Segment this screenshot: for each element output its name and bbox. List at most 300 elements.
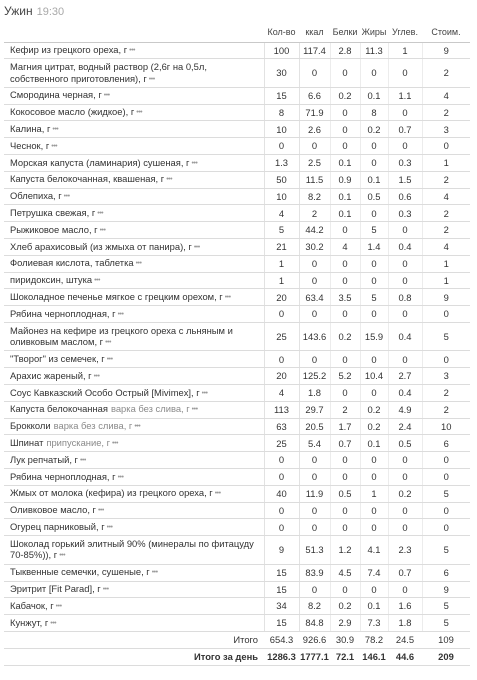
table-row[interactable] — [4, 435, 470, 452]
table-row[interactable] — [4, 564, 470, 581]
food-name-cell[interactable] — [4, 536, 264, 565]
kcal-cell: 44.2 — [299, 222, 330, 239]
qty-cell[interactable]: 0 — [264, 306, 299, 323]
kcal-cell: 0 — [299, 138, 330, 155]
cost-cell: 0 — [422, 452, 470, 469]
qty-cell[interactable]: 8 — [264, 104, 299, 121]
qty-cell[interactable]: 10 — [264, 121, 299, 138]
protein-cell: 4.5 — [330, 564, 360, 581]
protein-cell: 2.8 — [330, 42, 360, 59]
qty-cell[interactable]: 15 — [264, 581, 299, 598]
food-name-cell[interactable] — [4, 188, 264, 205]
table-row[interactable] — [4, 615, 470, 632]
carbs-cell: 0.6 — [388, 188, 422, 205]
carbs-cell: 0 — [388, 452, 422, 469]
fat-cell: 1.4 — [360, 238, 388, 255]
table-row[interactable] — [4, 351, 470, 368]
kcal-cell: 5.4 — [299, 435, 330, 452]
fat-cell: 0.2 — [360, 418, 388, 435]
food-name-cell[interactable] — [4, 171, 264, 188]
table-row[interactable] — [4, 104, 470, 121]
more-options-icon[interactable]: ••• — [97, 507, 104, 515]
cost-cell: 1 — [422, 255, 470, 272]
more-options-icon[interactable]: ••• — [129, 47, 135, 55]
fat-cell: 5 — [360, 222, 388, 239]
cost-cell: 4 — [422, 87, 470, 104]
table-row[interactable] — [4, 306, 470, 323]
protein-cell: 0 — [330, 581, 360, 598]
food-name[interactable]: Огурец парниковый, г — [10, 521, 105, 533]
food-name[interactable]: Брокколи — [10, 420, 51, 432]
fat-cell: 0 — [360, 59, 388, 88]
protein-cell: 2 — [330, 401, 360, 418]
food-name[interactable]: Оливковое масло, г — [10, 504, 96, 516]
fat-cell: 0.2 — [360, 121, 388, 138]
kcal-cell: 0 — [299, 272, 330, 289]
more-options-icon[interactable]: ••• — [79, 456, 86, 464]
total-cost: 109 — [422, 631, 470, 648]
carbs-cell: 1 — [388, 42, 422, 59]
qty-cell[interactable]: 9 — [264, 536, 299, 565]
more-options-icon[interactable]: ••• — [224, 294, 231, 301]
food-name-cell[interactable] — [4, 272, 264, 289]
table-header-row — [4, 22, 470, 42]
cost-cell: 1 — [422, 272, 470, 289]
table-row[interactable] — [4, 452, 470, 469]
qty-cell[interactable]: 15 — [264, 615, 299, 632]
food-name-cell[interactable] — [4, 598, 264, 615]
food-name-cell[interactable] — [4, 306, 264, 323]
qty-cell[interactable]: 21 — [264, 238, 299, 255]
food-name[interactable]: Шоколадное печенье мягкое с грецким орехом, г — [10, 291, 223, 302]
cost-cell: 0 — [422, 519, 470, 536]
protein-cell: 0.2 — [330, 87, 360, 104]
fat-cell: 0.2 — [360, 401, 388, 418]
more-options-icon[interactable]: ••• — [50, 619, 57, 627]
protein-cell: 0 — [330, 385, 360, 402]
food-name-cell[interactable] — [4, 581, 264, 598]
food-name[interactable]: Петрушка свежая, г — [10, 207, 96, 219]
qty-cell[interactable]: 4 — [264, 385, 299, 402]
more-options-icon[interactable]: ••• — [191, 406, 198, 414]
total-carbs: 24.5 — [388, 631, 422, 648]
kcal-cell: 0 — [299, 59, 330, 88]
kcal-cell: 84.8 — [299, 615, 330, 632]
food-name-cell[interactable] — [4, 42, 264, 59]
table-row[interactable] — [4, 502, 470, 519]
kcal-cell: 11.9 — [299, 485, 330, 502]
protein-cell: 0 — [330, 121, 360, 138]
more-options-icon[interactable]: ••• — [51, 142, 58, 150]
carbs-cell: 0.8 — [388, 289, 422, 306]
kcal-cell: 71.9 — [299, 104, 330, 121]
total-label: Итого за день — [4, 648, 264, 665]
food-name-cell[interactable] — [4, 485, 264, 502]
qty-cell[interactable]: 10 — [264, 188, 299, 205]
food-name[interactable]: Облепиха, г — [10, 190, 62, 202]
carbs-cell: 1.8 — [388, 615, 422, 632]
protein-cell: 0 — [330, 272, 360, 289]
more-options-icon[interactable]: ••• — [63, 193, 70, 201]
food-name-cell[interactable] — [4, 154, 264, 171]
qty-cell[interactable]: 0 — [264, 502, 299, 519]
fat-cell: 4.1 — [360, 536, 388, 565]
total-protein: 72.1 — [330, 648, 360, 665]
table-row[interactable] — [4, 485, 470, 502]
food-name[interactable]: Шоколад горький элитный 90% (минералы по фитацуду 70-85%)), г — [10, 537, 254, 561]
table-row[interactable] — [4, 121, 470, 138]
table-row[interactable] — [4, 519, 470, 536]
more-options-icon[interactable]: ••• — [99, 226, 106, 234]
carbs-cell: 1.5 — [388, 171, 422, 188]
table-row[interactable] — [4, 385, 470, 402]
qty-cell[interactable]: 1 — [264, 255, 299, 272]
table-row[interactable] — [4, 138, 470, 155]
protein-cell: 1.2 — [330, 536, 360, 565]
carbs-cell: 1.1 — [388, 87, 422, 104]
fat-cell: 0 — [360, 306, 388, 323]
protein-cell: 0.2 — [330, 598, 360, 615]
cost-cell: 3 — [422, 368, 470, 385]
qty-cell[interactable]: 0 — [264, 452, 299, 469]
more-options-icon[interactable]: ••• — [52, 126, 59, 134]
food-name[interactable]: Чеснок, г — [10, 139, 50, 151]
meal-title: Ужин — [4, 4, 33, 18]
more-options-icon[interactable]: ••• — [136, 109, 143, 117]
food-name-cell[interactable] — [4, 59, 264, 88]
col-header-cost[interactable]: Стоим. — [422, 22, 470, 42]
fat-cell: 5 — [360, 289, 388, 306]
table-row[interactable] — [4, 42, 470, 59]
table-row[interactable] — [4, 418, 470, 435]
protein-cell: 0 — [330, 59, 360, 88]
food-name[interactable]: Кабачок, г — [10, 599, 54, 611]
protein-cell: 0 — [330, 104, 360, 121]
cooking-method-note: варка без слива, г — [110, 403, 190, 415]
food-name[interactable]: Калина, г — [10, 123, 51, 135]
carbs-cell: 0 — [388, 104, 422, 121]
cost-cell: 0 — [422, 138, 470, 155]
kcal-cell: 30.2 — [299, 238, 330, 255]
food-name-cell[interactable] — [4, 615, 264, 632]
food-name[interactable]: Жмых от молока (кефира) из грецкого ореха, г — [10, 487, 213, 499]
fat-cell: 0 — [360, 385, 388, 402]
fat-cell: 0 — [360, 272, 388, 289]
qty-cell[interactable]: 113 — [264, 401, 299, 418]
meal-total-row — [4, 631, 470, 648]
cost-cell: 9 — [422, 289, 470, 306]
cost-cell: 1 — [422, 154, 470, 171]
col-header-name — [4, 22, 264, 42]
food-name-cell[interactable] — [4, 385, 264, 402]
protein-cell: 1.7 — [330, 418, 360, 435]
food-name[interactable]: Арахис жареный, г — [10, 369, 92, 381]
qty-cell[interactable]: 1 — [264, 272, 299, 289]
protein-cell: 5.2 — [330, 368, 360, 385]
fat-cell: 0 — [360, 205, 388, 222]
more-options-icon[interactable]: ••• — [97, 210, 104, 218]
cost-cell: 2 — [422, 401, 470, 418]
food-name-cell[interactable] — [4, 222, 264, 239]
cost-cell: 0 — [422, 351, 470, 368]
food-name[interactable]: Соус Кавказский Особо Острый [Mivimex], г — [10, 386, 200, 398]
kcal-cell: 0 — [299, 255, 330, 272]
protein-cell: 0 — [330, 502, 360, 519]
food-name-cell[interactable] — [4, 401, 264, 418]
more-options-icon[interactable]: ••• — [93, 372, 100, 380]
kcal-cell: 83.9 — [299, 564, 330, 581]
cost-cell: 9 — [422, 42, 470, 59]
food-name[interactable]: пиридоксин, штука — [10, 274, 93, 286]
table-row[interactable] — [4, 87, 470, 104]
qty-cell[interactable]: 0 — [264, 469, 299, 486]
table-row[interactable] — [4, 272, 470, 289]
qty-cell[interactable]: 0 — [264, 351, 299, 368]
food-name-cell[interactable] — [4, 469, 264, 486]
fat-cell: 7.3 — [360, 615, 388, 632]
food-name[interactable]: Рябина черноплодная, г — [10, 470, 116, 482]
table-row[interactable] — [4, 188, 470, 205]
table-row[interactable] — [4, 154, 470, 171]
table-row[interactable] — [4, 401, 470, 418]
food-name[interactable]: Майонез на кефире из грецкого ореха с льняным и оливковым маслом, г — [10, 324, 233, 348]
kcal-cell: 0 — [299, 351, 330, 368]
kcal-cell: 0 — [299, 452, 330, 469]
protein-cell: 0 — [330, 306, 360, 323]
kcal-cell: 0 — [299, 502, 330, 519]
kcal-cell: 29.7 — [299, 401, 330, 418]
cost-cell: 9 — [422, 581, 470, 598]
food-name-cell[interactable] — [4, 121, 264, 138]
food-name[interactable]: Шпинат — [10, 437, 44, 449]
col-header-carbs[interactable]: Углев. — [388, 22, 422, 42]
table-row[interactable] — [4, 322, 470, 351]
carbs-cell: 0.7 — [388, 564, 422, 581]
more-options-icon[interactable]: ••• — [191, 159, 198, 167]
cost-cell: 0 — [422, 502, 470, 519]
food-name-cell[interactable] — [4, 502, 264, 519]
qty-cell[interactable]: 40 — [264, 485, 299, 502]
kcal-cell: 8.2 — [299, 598, 330, 615]
carbs-cell: 0 — [388, 351, 422, 368]
col-header-fat[interactable]: Жиры — [360, 22, 388, 42]
total-protein: 30.9 — [330, 631, 360, 648]
qty-cell[interactable]: 34 — [264, 598, 299, 615]
qty-cell[interactable]: 0 — [264, 519, 299, 536]
more-options-icon[interactable]: ••• — [59, 552, 66, 560]
carbs-cell: 0 — [388, 222, 422, 239]
protein-cell: 0 — [330, 255, 360, 272]
qty-cell[interactable]: 4 — [264, 205, 299, 222]
fat-cell: 0 — [360, 519, 388, 536]
more-options-icon[interactable]: ••• — [151, 569, 158, 577]
fat-cell: 0 — [360, 581, 388, 598]
carbs-cell: 0 — [388, 138, 422, 155]
table-row[interactable] — [4, 368, 470, 385]
food-name-cell[interactable] — [4, 368, 264, 385]
fat-cell: 11.3 — [360, 42, 388, 59]
more-options-icon[interactable]: ••• — [201, 389, 208, 397]
protein-cell: 0 — [330, 222, 360, 239]
more-options-icon[interactable]: ••• — [134, 423, 141, 431]
qty-cell[interactable]: 1.3 — [264, 154, 299, 171]
table-row[interactable] — [4, 238, 470, 255]
qty-cell[interactable]: 25 — [264, 322, 299, 351]
total-cost: 209 — [422, 648, 470, 665]
fat-cell: 1 — [360, 485, 388, 502]
qty-cell[interactable]: 20 — [264, 289, 299, 306]
kcal-cell: 125.2 — [299, 368, 330, 385]
food-name[interactable]: Лук репчатый, г — [10, 453, 78, 465]
more-options-icon[interactable]: ••• — [106, 524, 113, 532]
more-options-icon[interactable]: ••• — [106, 356, 113, 364]
more-options-icon[interactable]: ••• — [117, 473, 124, 481]
food-name-cell[interactable] — [4, 418, 264, 435]
food-name-cell[interactable] — [4, 351, 264, 368]
more-options-icon[interactable]: ••• — [148, 75, 155, 83]
cost-cell: 2 — [422, 104, 470, 121]
kcal-cell: 0 — [299, 306, 330, 323]
cooking-method-note: варка без слива, г — [53, 420, 133, 432]
more-options-icon[interactable]: ••• — [103, 92, 110, 100]
table-row[interactable] — [4, 205, 470, 222]
more-options-icon[interactable]: ••• — [193, 243, 200, 251]
kcal-cell: 2.5 — [299, 154, 330, 171]
more-options-icon[interactable]: ••• — [166, 176, 173, 184]
table-row[interactable] — [4, 222, 470, 239]
food-name[interactable]: Капуста белокочанная — [10, 403, 108, 415]
cost-cell: 2 — [422, 222, 470, 239]
food-name[interactable]: Тыквенные семечки, сушеные, г — [10, 566, 150, 578]
more-options-icon[interactable]: ••• — [135, 260, 142, 268]
cost-cell: 4 — [422, 188, 470, 205]
carbs-cell: 2.4 — [388, 418, 422, 435]
food-name[interactable]: Рябина черноплодная, г — [10, 307, 116, 319]
qty-cell[interactable]: 5 — [264, 222, 299, 239]
more-options-icon[interactable]: ••• — [117, 310, 124, 318]
cost-cell: 5 — [422, 615, 470, 632]
qty-cell[interactable]: 0 — [264, 138, 299, 155]
kcal-cell: 143.6 — [299, 322, 330, 351]
food-name-cell[interactable] — [4, 255, 264, 272]
cost-cell: 2 — [422, 59, 470, 88]
carbs-cell: 0 — [388, 306, 422, 323]
kcal-cell: 2.6 — [299, 121, 330, 138]
cost-cell: 6 — [422, 435, 470, 452]
col-header-qty[interactable]: Кол-во — [264, 22, 299, 42]
table-row[interactable] — [4, 171, 470, 188]
fat-cell: 0.5 — [360, 188, 388, 205]
qty-cell[interactable]: 63 — [264, 418, 299, 435]
qty-cell[interactable]: 20 — [264, 368, 299, 385]
table-row[interactable] — [4, 289, 470, 306]
meal-time: 19:30 — [36, 6, 65, 18]
total-fat: 78.2 — [360, 631, 388, 648]
cost-cell: 5 — [422, 485, 470, 502]
qty-cell[interactable]: 100 — [264, 42, 299, 59]
carbs-cell: 0 — [388, 272, 422, 289]
food-name-cell[interactable] — [4, 435, 264, 452]
protein-cell: 0 — [330, 469, 360, 486]
carbs-cell: 0.4 — [388, 322, 422, 351]
col-header-protein[interactable]: Белки — [330, 22, 360, 42]
fat-cell: 0 — [360, 452, 388, 469]
total-label: Итого — [4, 631, 264, 648]
food-name[interactable]: Смородина черная, г — [10, 89, 102, 101]
food-name[interactable]: Морская капуста (ламинария) сушеная, г — [10, 156, 190, 168]
food-name[interactable]: Фолиевая кислота, таблетка — [10, 257, 134, 269]
table-row[interactable] — [4, 469, 470, 486]
carbs-cell: 0 — [388, 255, 422, 272]
table-row[interactable] — [4, 59, 470, 88]
food-name-cell[interactable] — [4, 322, 264, 351]
more-options-icon[interactable]: ••• — [55, 602, 62, 610]
food-name[interactable]: Кунжут, г — [10, 616, 49, 628]
food-name-cell[interactable] — [4, 289, 264, 306]
carbs-cell: 0.5 — [388, 435, 422, 452]
fat-cell: 0.1 — [360, 435, 388, 452]
total-carbs: 44.6 — [388, 648, 422, 665]
more-options-icon[interactable]: ••• — [214, 490, 221, 498]
fat-cell: 0.1 — [360, 87, 388, 104]
qty-cell[interactable]: 30 — [264, 59, 299, 88]
total-kcal: 926.6 — [299, 631, 330, 648]
food-name[interactable]: Кокосовое масло (жидкое), г — [10, 106, 135, 118]
table-row[interactable] — [4, 536, 470, 565]
food-name-cell[interactable] — [4, 104, 264, 121]
table-row[interactable] — [4, 255, 470, 272]
food-name-cell[interactable] — [4, 87, 264, 104]
qty-cell[interactable]: 25 — [264, 435, 299, 452]
table-row[interactable] — [4, 581, 470, 598]
food-name[interactable]: Капуста белокочанная, квашеная, г — [10, 173, 165, 185]
fat-cell: 15.9 — [360, 322, 388, 351]
food-name[interactable]: Рыжиковое масло, г — [10, 223, 98, 235]
meal-header — [0, 0, 477, 22]
food-name[interactable]: Хлеб арахисовый (из жмыха от панира), г — [10, 240, 192, 252]
carbs-cell: 0 — [388, 469, 422, 486]
more-options-icon[interactable]: ••• — [102, 586, 109, 594]
cost-cell: 0 — [422, 469, 470, 486]
food-name[interactable]: Магния цитрат, водный раствор (2,6г на 0,5л, собственного приготовления), г — [10, 61, 207, 84]
food-name[interactable]: Эритрит [Fit Parad], г — [10, 583, 101, 595]
food-name-cell[interactable] — [4, 519, 264, 536]
fat-cell: 7.4 — [360, 564, 388, 581]
food-name-cell[interactable] — [4, 238, 264, 255]
fat-cell: 0 — [360, 351, 388, 368]
food-name-cell[interactable] — [4, 138, 264, 155]
more-options-icon[interactable]: ••• — [112, 440, 118, 448]
food-name-cell[interactable] — [4, 452, 264, 469]
food-name-cell[interactable] — [4, 564, 264, 581]
col-header-kcal[interactable]: ккал — [299, 22, 330, 42]
kcal-cell: 1.8 — [299, 385, 330, 402]
total-qty: 1286.3 — [264, 648, 299, 665]
table-row[interactable] — [4, 598, 470, 615]
food-name[interactable]: "Творог" из семечек, г — [10, 353, 105, 365]
qty-cell[interactable]: 50 — [264, 171, 299, 188]
protein-cell: 3.5 — [330, 289, 360, 306]
cooking-method-note: припускание, г — [46, 437, 111, 449]
more-options-icon[interactable]: ••• — [94, 277, 100, 285]
qty-cell[interactable]: 15 — [264, 564, 299, 581]
qty-cell[interactable]: 15 — [264, 87, 299, 104]
protein-cell: 0 — [330, 452, 360, 469]
more-options-icon[interactable]: ••• — [105, 339, 111, 347]
fat-cell: 0 — [360, 154, 388, 171]
food-name[interactable]: Кефир из грецкого ореха, г — [10, 44, 128, 56]
food-name-cell[interactable] — [4, 205, 264, 222]
